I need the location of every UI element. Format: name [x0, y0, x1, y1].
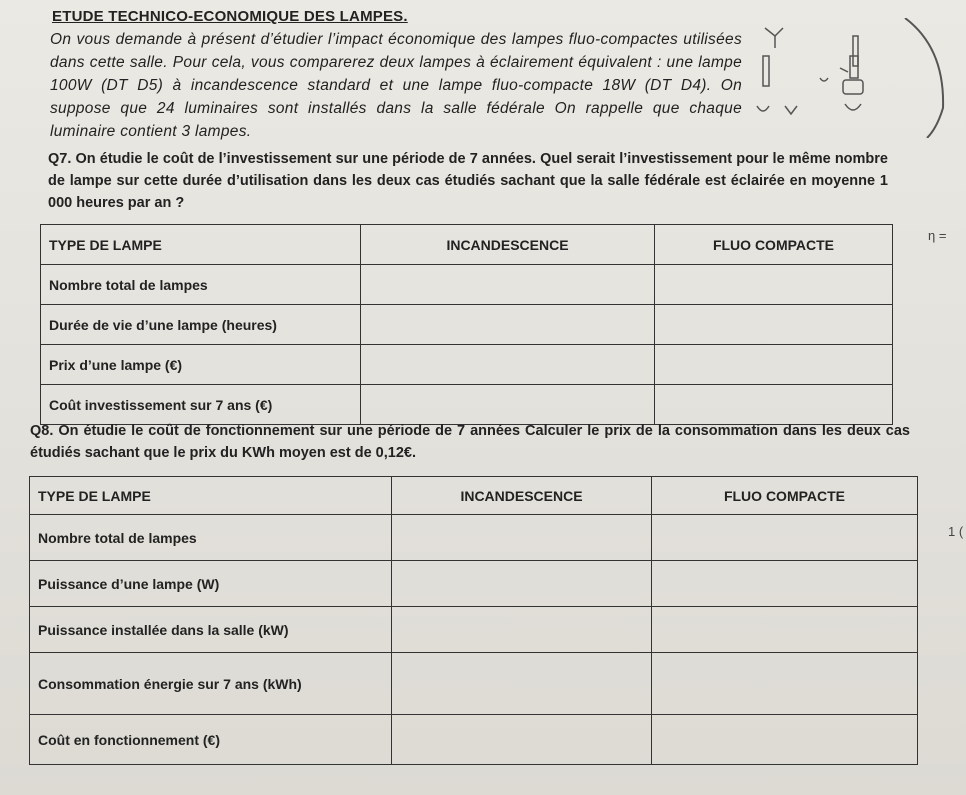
answer-cell[interactable] — [361, 385, 655, 425]
answer-cell[interactable] — [655, 345, 893, 385]
answer-cell[interactable] — [652, 715, 918, 765]
intro-paragraph: On vous demande à présent d’étudier l’impact économique des lampes fluo-compactes utilisées dans cette salle. Pour cela, vous comparerez deux lampes à éclairement équivalent : une lampe 100W (DT D5) à incandescence standard et une lampe fluo-compacte 18W (DT D4). On suppose que 24 luminaires sont installés dans la salle fédérale On rappelle que chaque luminaire contient 3 lampes. — [50, 31, 742, 140]
answer-cell[interactable] — [655, 305, 893, 345]
answer-cell[interactable] — [652, 607, 918, 653]
header-fluo: FLUO COMPACTE — [655, 225, 893, 265]
answer-cell[interactable] — [652, 653, 918, 715]
row-label: Consommation énergie sur 7 ans (kWh) — [30, 653, 392, 715]
answer-cell[interactable] — [392, 653, 652, 715]
answer-cell[interactable] — [652, 561, 918, 607]
page-title: ETUDE TECHNICO-ECONOMIQUE DES LAMPES. — [52, 8, 408, 25]
answer-cell[interactable] — [652, 515, 918, 561]
answer-cell[interactable] — [655, 385, 893, 425]
margin-mark: 1 ( — [948, 524, 964, 539]
header-type: TYPE DE LAMPE — [30, 477, 392, 515]
header-incandescence: INCANDESCENCE — [361, 225, 655, 265]
answer-cell[interactable] — [361, 265, 655, 305]
table-row — [30, 653, 918, 715]
row-label: Prix d’une lampe (€) — [41, 345, 361, 385]
header-incandescence: INCANDESCENCE — [392, 477, 652, 515]
row-label: Nombre total de lampes — [30, 515, 392, 561]
row-label: Nombre total de lampes — [41, 265, 361, 305]
table-row — [41, 345, 893, 385]
header-type: TYPE DE LAMPE — [41, 225, 361, 265]
answer-cell[interactable] — [392, 607, 652, 653]
answer-cell[interactable] — [361, 305, 655, 345]
row-label: Coût investissement sur 7 ans (€) — [41, 385, 361, 425]
table-header-row — [30, 477, 918, 515]
header-fluo: FLUO COMPACTE — [652, 477, 918, 515]
answer-cell[interactable] — [392, 561, 652, 607]
margin-mark: η = — [928, 228, 947, 243]
lamps-illustration — [745, 18, 965, 138]
table-header-row — [41, 225, 893, 265]
table-row — [41, 265, 893, 305]
table-row — [30, 607, 918, 653]
row-label: Puissance d’une lampe (W) — [30, 561, 392, 607]
answer-cell[interactable] — [655, 265, 893, 305]
answer-cell[interactable] — [361, 345, 655, 385]
answer-cell[interactable] — [392, 515, 652, 561]
answer-cell[interactable] — [392, 715, 652, 765]
investment-table — [40, 224, 893, 425]
row-label: Puissance installée dans la salle (kW) — [30, 607, 392, 653]
table-row — [41, 305, 893, 345]
row-label: Durée de vie d’une lampe (heures) — [41, 305, 361, 345]
table-row — [30, 515, 918, 561]
question-8: Q8. On étudie le coût de fonctionnement sur une période de 7 années Calculer le prix de la consommation dans les deux cas étudiés sachant que le prix du KWh moyen est de 0,12€. — [30, 423, 910, 461]
row-label: Coût en fonctionnement (€) — [30, 715, 392, 765]
table-row — [30, 715, 918, 765]
table-row — [30, 561, 918, 607]
question-7: Q7. On étudie le coût de l’investissement sur une période de 7 années. Quel serait l’investissement pour le même nombre de lampe sur cette durée d’utilisation dans les deux cas étudiés sachant que la salle fédérale est éclairée en moyenne 1 000 heures par an ? — [48, 151, 888, 211]
operating-cost-table — [29, 476, 918, 765]
table-row — [41, 385, 893, 425]
